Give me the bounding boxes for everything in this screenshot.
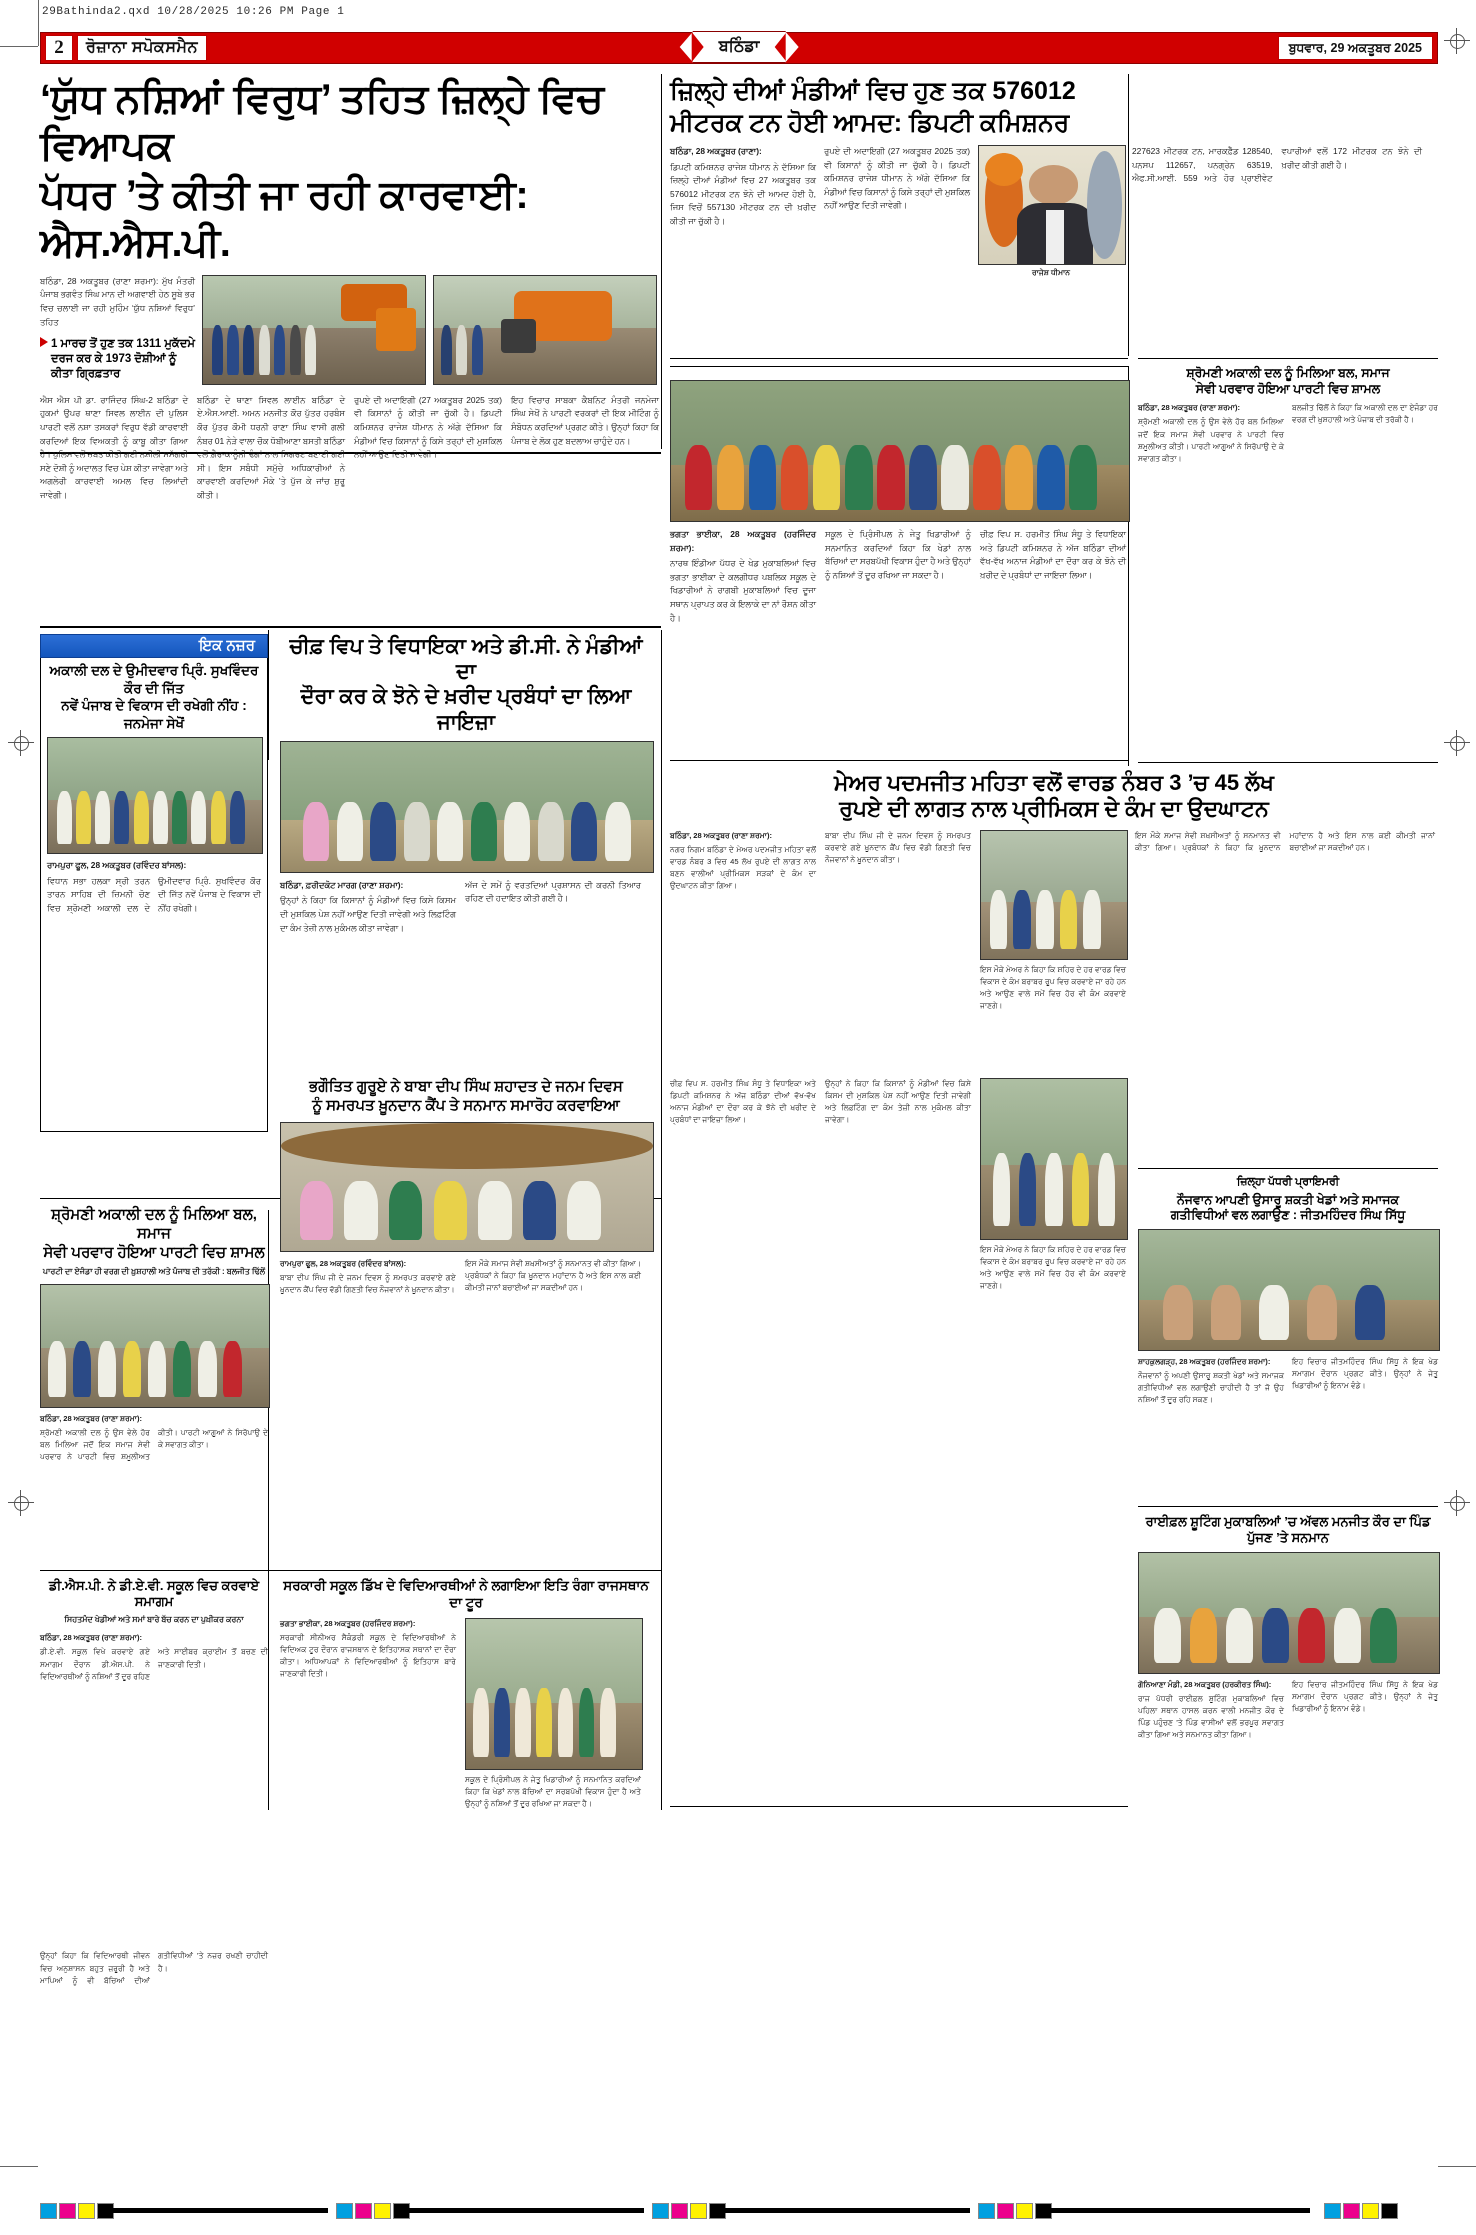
lead-body-col-1: ਐਸ ਐਸ ਪੀ ਡਾ. ਰਾਜਿੰਦਰ ਸਿੰਘ-2 ਬਠਿੰਡਾ ਦੇ ਹੁਕਮਾਂ ਉਪਰ ਥਾਣਾ ਸਿਵਲ ਲਾਈਨ ਦੀ ਪੁਲਿਸ ਪਾਰਟੀ ਵਲੋਂ ਨਸ਼ਾ ਤਸਕਰਾਂ ਵਿਰੁਧ ਵੱਡੀ ਕਾਰਵਾਈ ਕਰਦਿਆਂ ਇਕ ਵਿਅਕਤੀ ਨੂੰ ਕਾਬੂ ਕੀਤਾ ਗਿਆ ਹੈ। ਪੁਲਿਸ ਵਲੋਂ ਜ਼ਬਤ ਕੀਤੀ ਗਈ ਨਸ਼ੀਲੀ ਸਮੱਗਰੀ ਸਣੇ ਦੋਸ਼ੀ ਨੂੰ ਅਦਾਲਤ ਵਿਚ ਪੇਸ਼ ਕੀਤਾ ਜਾਵੇਗਾ ਅਤੇ ਅਗਲੇਰੀ ਕਾਰਵਾਈ ਅਮਲ ਵਿਚ ਲਿਆਂਦੀ ਜਾਵੇਗੀ। (40, 394, 188, 501)
shooting-head: ਰਾਈਫ਼ਲ ਸ਼ੂਟਿੰਗ ਮੁਕਾਬਲਿਆਂ ’ਚ ਅੱਵਲ ਮਨਜੀਤ ਕੌਰ ਦਾ ਪਿੰਡ ਪੁੱਜਣ ’ਤੇ ਸਨਮਾਨ (1145, 1514, 1431, 1546)
swatch-yellow (78, 2203, 95, 2219)
hrule-mayor-top (1138, 762, 1438, 763)
right-rail-body-2: ਬਲਜੀਤ ਢਿੱਲੋਂ ਨੇ ਕਿਹਾ ਕਿ ਅਕਾਲੀ ਦਲ ਦਾ ਏਜੰਡਾ ਹਰ ਵਰਗ ਦੀ ਖ਼ੁਸ਼ਹਾਲੀ ਅਤੇ ਪੰਜਾਬ ਦੀ ਤਰੱਕੀ ਹੈ। (1292, 403, 1438, 425)
mandi-follow-col-1: ਚੀਫ਼ ਵਿਪ ਸ. ਹਰਮੀਤ ਸਿੰਘ ਸੰਧੂ ਤੇ ਵਿਧਾਇਕਾ ਅਤੇ ਡਿਪਟੀ ਕਮਿਸ਼ਨਰ ਨੇ ਅੱਜ ਬਠਿੰਡਾ ਦੀਆਂ ਵੱਖ-ਵੱਖ ਅਨਾਜ ਮੰਡੀਆਂ ਦਾ ਦੌਰਾ ਕਰ ਕੇ ਝੋਨੇ ਦੀ ਖ਼ਰੀਦ ਦੇ ਪ੍ਰਬੰਧਾਂ ਦਾ ਜਾਇਜ਼ਾ ਲਿਆ। (670, 1079, 816, 1125)
hrule-whip-bottom (670, 1806, 1128, 1807)
shooting-body-col-2: ਇਹ ਵਿਚਾਰ ਜੀਤਮਹਿੰਦਰ ਸਿੰਘ ਸਿੱਧੂ ਨੇ ਇਕ ਖੇਡ ਸਮਾਗਮ ਦੌਰਾਨ ਪ੍ਰਗਟ ਕੀਤੇ। ਉਨ੍ਹਾਂ ਨੇ ਜੇਤੂ ਖਿਡਾਰੀਆਂ ਨੂੰ ਇਨਾਮ ਵੰਡੇ। (1292, 1679, 1438, 1713)
swatch-cyan (978, 2203, 995, 2219)
lead-body-col-4: ਇਹ ਵਿਚਾਰ ਸਾਬਕਾ ਕੈਬਨਿਟ ਮੰਤਰੀ ਜਨਮੇਜਾ ਸਿੰਘ ਸੇਖੋਂ ਨੇ ਪਾਰਟੀ ਵਰਕਰਾਂ ਦੀ ਇਕ ਮੀਟਿੰਗ ਨੂੰ ਸੰਬੋਧਨ ਕਰਦਿਆਂ ਪ੍ਰਗਟ ਕੀਤੇ। ਉਨ੍ਹਾਂ ਕਿਹਾ ਕਿ ਪੰਜਾਬ ਦੇ ਲੋਕ ਹੁਣ ਬਦਲਾਅ ਚਾਹੁੰਦੇ ਹਨ। (511, 394, 659, 446)
shahadat-body-col-1: ਬਾਬਾ ਦੀਪ ਸਿੰਘ ਜੀ ਦੇ ਜਨਮ ਦਿਵਸ ਨੂੰ ਸਮਰਪਤ ਕਰਵਾਏ ਗਏ ਖ਼ੂਨਦਾਨ ਕੈਂਪ ਵਿਚ ਵੱਡੀ ਗਿਣਤੀ ਵਿਚ ਨੌਜਵਾਨਾਂ ਨੇ ਖ਼ੂਨਦਾਨ ਕੀਤਾ। (280, 1272, 456, 1294)
mandi-follow-col-2: ਉਨ੍ਹਾਂ ਨੇ ਕਿਹਾ ਕਿ ਕਿਸਾਨਾਂ ਨੂੰ ਮੰਡੀਆਂ ਵਿਚ ਕਿਸੇ ਕਿਸਮ ਦੀ ਮੁਸ਼ਕਿਲ ਪੇਸ਼ ਨਹੀਂ ਆਉਣ ਦਿਤੀ ਜਾਵੇਗੀ ਅਤੇ ਲਿਫ਼ਟਿੰਗ ਦਾ ਕੰਮ ਤੇਜ਼ੀ ਨਾਲ ਮੁਕੰਮਲ ਕੀਤਾ ਜਾਵੇਗਾ। (825, 1079, 971, 1125)
swatch-yellow (1016, 2203, 1033, 2219)
registration-mark-right-low (1444, 1490, 1470, 1516)
column-rule-1 (661, 74, 662, 449)
trim-line-bottom-left (0, 2166, 38, 2167)
swatch-yellow (374, 2203, 391, 2219)
mayor-body-col-3: ਇਸ ਮੌਕੇ ਮੇਅਰ ਨੇ ਕਿਹਾ ਕਿ ਸ਼ਹਿਰ ਦੇ ਹਰ ਵਾਰਡ ਵਿਚ ਵਿਕਾਸ ਦੇ ਕੰਮ ਬਰਾਬਰ ਰੂਪ ਵਿਚ ਕਰਵਾਏ ਜਾ ਰਹੇ ਹਨ ਅਤੇ ਆਉਣ ਵਾਲੇ ਸਮੇਂ ਵਿਚ ਹੋਰ ਵੀ ਕੰਮ ਕਰਵਾਏ ਜਾਣਗੇ। (980, 964, 1126, 1011)
trim-line-top-left (0, 46, 38, 47)
colorbar-group-4 (978, 2203, 1054, 2217)
market-body-col-2: ਰੁਪਏ ਦੀ ਅਦਾਇਗੀ (27 ਅਕਤੂਬਰ 2025 ਤਕ) ਵੀ ਕਿਸਾਨਾਂ ਨੂੰ ਕੀਤੀ ਜਾ ਚੁੱਕੀ ਹੈ। ਡਿਪਟੀ ਕਮਿਸ਼ਨਰ ਰਾਜੇਸ਼ ਧੀਮਾਨ ਨੇ ਅੱਗੇ ਦੱਸਿਆ ਕਿ ਮੰਡੀਆਂ ਵਿਚ ਕਿਸਾਨਾਂ ਨੂੰ ਕਿਸੇ ਤਰ੍ਹਾਂ ਦੀ ਮੁਸ਼ਕਿਲ ਨਹੀਂ ਆਉਣ ਦਿਤੀ ਜਾਵੇਗੀ। (824, 146, 970, 211)
mayor-body-col-4: ਇਸ ਮੌਕੇ ਸਮਾਜ ਸੇਵੀ ਸ਼ਖ਼ਸੀਅਤਾਂ ਨੂੰ ਸਨਮਾਨਤ ਵੀ ਕੀਤਾ ਗਿਆ। ਪ੍ਰਬੰਧਕਾਂ ਨੇ ਕਿਹਾ ਕਿ ਖ਼ੂਨਦਾਨ ਮਹਾਂਦਾਨ ਹੈ ਅਤੇ ਇਸ ਨਾਲ ਕਈ ਕੀਮਤੀ ਜਾਨਾਂ ਬਚਾਈਆਂ ਜਾ ਸਕਦੀਆਂ ਹਨ। (1135, 830, 1435, 852)
sikh-shahadat-story (280, 1078, 652, 1296)
youth-head-2: ਗਤੀਵਿਧੀਆਂ ਵਲ ਲਗਾਉਣ : ਜੀਤਮਹਿੰਦਰ ਸਿੰਘ ਸਿੱਧੂ (1170, 1208, 1406, 1223)
market-body-col-3: 227623 ਮੀਟਰਕ ਟਨ, ਮਾਰਕਫ਼ੈੱਡ 128540, ਪਨਸਪ 112657, ਪਨਗ੍ਰੇਨ 63519, ਐਫ.ਸੀ.ਆਈ. 559 ਅਤੇ ਹੋਰ ਪ੍ਰਾਈਵੇਟ ਵਪਾਰੀਆਂ ਵਲੋਂ 172 ਮੀਟਰਕ ਟਨ ਝੋਨੇ ਦੀ ਖ਼ਰੀਦ ਕੀਤੀ ਗਈ ਹੈ। (1132, 146, 1422, 184)
swatch-cyan (652, 2203, 669, 2219)
market-body-col-1: ਡਿਪਟੀ ਕਮਿਸ਼ਨਰ ਰਾਜੇਸ਼ ਧੀਮਾਨ ਨੇ ਦੱਸਿਆ ਕਿ ਜ਼ਿਲ੍ਹੇ ਦੀਆਂ ਮੰਡੀਆਂ ਵਿਚ 27 ਅਕਤੂਬਰ ਤਕ 576012 ਮੀਟਰਕ ਟਨ ਝੋਨੇ ਦੀ ਆਮਦ ਹੋਈ ਹੈ, ਜਿਸ ਵਿਚੋਂ 557130 ਮੀਟਰਕ ਟਨ ਦੀ ਖ਼ਰੀਦ ਕੀਤੀ ਜਾ ਚੁੱਕੀ ਹੈ। (670, 161, 816, 227)
right-rail-head-2: ਸੇਵੀ ਪਰਵਾਰ ਹੋਇਆ ਪਾਰਟੀ ਵਿਚ ਸ਼ਾਮਲ (1195, 381, 1381, 396)
shahadat-ceremony-photo (280, 1122, 654, 1252)
mandi-follow-story (670, 1078, 1128, 1798)
kabaddi-body-col-3: ਚੀਫ਼ ਵਿਪ ਸ. ਹਰਮੀਤ ਸਿੰਘ ਸੰਧੂ ਤੇ ਵਿਧਾਇਕਾ ਅਤੇ ਡਿਪਟੀ ਕਮਿਸ਼ਨਰ ਨੇ ਅੱਜ ਬਠਿੰਡਾ ਦੀਆਂ ਵੱਖ-ਵੱਖ ਅਨਾਜ ਮੰਡੀਆਂ ਦਾ ਦੌਰਾ ਕਰ ਕੇ ਝੋਨੇ ਦੀ ਖ਼ਰੀਦ ਦੇ ਪ੍ਰਬੰਧਾਂ ਦਾ ਜਾਇਜ਼ਾ ਲਿਆ। (980, 529, 1126, 580)
kabaddi-group-photo (670, 380, 1130, 522)
youth-dateline: ਸ਼ਾਹਕੁਲਗੜ੍ਹ, 28 ਅਕਤੂਬਰ (ਹਰਜਿੰਦਰ ਸ਼ਰਮਾ): (1138, 1357, 1271, 1366)
youth-head-1: ਨੌਜਵਾਨ ਆਪਣੀ ਉਸਾਰੂ ਸ਼ਕਤੀ ਖੇਡਾਂ ਅਤੇ ਸਮਾਜਕ (1176, 1192, 1400, 1207)
akali-body: ਵਿਧਾਨ ਸਭਾ ਹਲਕਾ ਸ੍ਰੀ ਤਰਨ ਤਾਰਨ ਸਾਹਿਬ ਦੀ ਜ਼ਿਮਨੀ ਚੋਣ ਵਿਚ ਸ਼੍ਰੋਮਣੀ ਅਕਾਲੀ ਦਲ ਦੇ ਉਮੀਦਵਾਰ ਪ੍ਰਿੰ. ਸੁਖਵਿੰਦਰ ਕੌਰ ਦੀ ਜਿੱਤ ਨਵੇਂ ਪੰਜਾਬ ਦੇ ਵਿਕਾਸ ਦੀ ਨੀਂਹ ਰਖੇਗੀ। (47, 875, 261, 914)
colorbar-rule-3 (724, 2208, 970, 2213)
mayor-body-col-2: ਬਾਬਾ ਦੀਪ ਸਿੰਘ ਜੀ ਦੇ ਜਨਮ ਦਿਵਸ ਨੂੰ ਸਮਰਪਤ ਕਰਵਾਏ ਗਏ ਖ਼ੂਨਦਾਨ ਕੈਂਪ ਵਿਚ ਵੱਡੀ ਗਿਣਤੀ ਵਿਚ ਨੌਜਵਾਨਾਂ ਨੇ ਖ਼ੂਨਦਾਨ ਕੀਤਾ। (825, 830, 971, 865)
right-rail-body-1: ਸ਼੍ਰੋਮਣੀ ਅਕਾਲੀ ਦਲ ਨੂੰ ਉਸ ਵੇਲੇ ਹੋਰ ਬਲ ਮਿਲਿਆ ਜਦੋਂ ਇਕ ਸਮਾਜ ਸੇਵੀ ਪਰਵਾਰ ਨੇ ਪਾਰਟੀ ਵਿਚ ਸ਼ਮੂਲੀਅਤ ਕੀਤੀ। ਪਾਰਟੀ ਆਗੂਆਂ ਨੇ ਸਿਰੋਪਾਉ ਦੇ ਕੇ ਸਵਾਗਤ ਕੀਤਾ। (1138, 417, 1284, 463)
colorbar-group-2 (336, 2203, 412, 2217)
colorbar-group-3 (652, 2203, 728, 2217)
youth-body-col-2: ਇਹ ਵਿਚਾਰ ਜੀਤਮਹਿੰਦਰ ਸਿੰਘ ਸਿੱਧੂ ਨੇ ਇਕ ਖੇਡ ਸਮਾਗਮ ਦੌਰਾਨ ਪ੍ਰਗਟ ਕੀਤੇ। ਉਨ੍ਹਾਂ ਨੇ ਜੇਤੂ ਖਿਡਾਰੀਆਂ ਨੂੰ ਇਨਾਮ ਵੰਡੇ। (1292, 1357, 1438, 1391)
shooting-dateline: ਗੋਨਿਆਣਾ ਮੰਡੀ, 28 ਅਕਤੂਬਰ (ਹਰਕੀਰਤ ਸਿੰਘ): (1138, 1679, 1272, 1689)
registration-mark-left-mid (8, 730, 34, 756)
hrule-kabaddi-top (670, 366, 1128, 367)
school-head-1: ਸਰਕਾਰੀ ਸਕੂਲ ਡਿੱਖ ਦੇ ਵਿਦਿਆਰਥੀਆਂ ਨੇ ਲਗਾਇਆ ਇਤਿ ਰੰਗਾ ਰਾਜਸਥਾਨ ਦਾ ਟੂਰ (283, 1578, 649, 1610)
print-slug: 29Bathinda2.qxd 10/28/2025 10:26 PM Page 1 (42, 6, 345, 18)
hrule-youth-top (1138, 1168, 1438, 1169)
shahadat-dateline: ਰਾਮਪੁਰਾ ਫੂਲ, 28 ਅਕਤੂਬਰ (ਰਵਿੰਦਰ ਬਾਂਸਲ): (280, 1258, 407, 1268)
swatch-magenta (997, 2203, 1014, 2219)
ik-nazar-label: ਇਕ ਨਜ਼ਰ (40, 634, 268, 658)
mayor-inauguration-photo (980, 830, 1128, 960)
kabaddi-story (670, 374, 1128, 625)
page-content (40, 70, 1438, 2164)
lead-headline-line1: ‘ਯੁੱਧ ਨਸ਼ਿਆਂ ਵਿਰੁਧ’ ਤਹਿਤ ਜ਼ਿਲ੍ਹੇ ਵਿਚ ਵਿਆਪਕ (40, 77, 604, 169)
akali-social-subhead: ਪਾਰਟੀ ਦਾ ਏਜੰਡਾ ਹੀ ਵਰਗ ਦੀ ਖ਼ੁਸ਼ਹਾਲੀ ਅਤੇ ਪੰਜਾਬ ਦੀ ਤਰੱਕੀ : ਬਲਜੀਤ ਢਿੱਲੋਂ (42, 1267, 266, 1277)
colorbar-group-1 (40, 2203, 116, 2217)
whip-body-col-2: ਅੱਜ ਦੇ ਸਮੇਂ ਨੂੰ ਵਰਤਦਿਆਂ ਪ੍ਰਸ਼ਾਸਨ ਦੀ ਕਰਨੀ ਤਿਆਰ ਰਹਿਣ ਦੀ ਹਦਾਇਤ ਕੀਤੀ ਗਈ ਹੈ। (465, 879, 641, 904)
sarkari-school-story (280, 1578, 652, 1872)
hrule-shooting-top (1138, 1506, 1438, 1507)
akali-head-line1: ਅਕਾਲੀ ਦਲ ਦੇ ਉਮੀਦਵਾਰ ਪ੍ਰਿੰ. ਸੁਖਵਿੰਦਰ ਕੌਰ ਦੀ ਜਿੱਤ (49, 663, 259, 696)
right-rail-head-1: ਸ਼੍ਰੋਮਣੀ ਅਕਾਲੀ ਦਲ ਨੂੰ ਮਿਲਿਆ ਬਲ, ਸਮਾਜ (1186, 366, 1390, 380)
whip-mandi-photo (280, 741, 654, 873)
akali-social-head-2: ਸੇਵੀ ਪਰਵਾਰ ਹੋਇਆ ਪਾਰਟੀ ਵਿਚ ਸ਼ਾਮਲ (43, 1243, 265, 1261)
lead-headline-line2: ਪੱਧਰ ’ਤੇ ਕੀਤੀ ਜਾ ਰਹੀ ਕਾਰਵਾਈ: ਐਸ.ਐਸ.ਪੀ. (40, 173, 529, 265)
whip-head-line2: ਦੌਰਾ ਕਰ ਕੇ ਝੋਨੇ ਦੇ ਖ਼ਰੀਦ ਪ੍ਰਬੰਧਾਂ ਦਾ ਲਿਆ ਜਾਇਜ਼ਾ (300, 685, 632, 734)
masthead (40, 32, 1438, 64)
chief-whip-story (280, 634, 652, 935)
akali-social-head-1: ਸ਼੍ਰੋਮਣੀ ਅਕਾਲੀ ਦਲ ਨੂੰ ਮਿਲਿਆ ਬਲ, ਸਮਾਜ (51, 1206, 257, 1242)
shahadat-body-col-2: ਇਸ ਮੌਕੇ ਸਮਾਜ ਸੇਵੀ ਸ਼ਖ਼ਸੀਅਤਾਂ ਨੂੰ ਸਨਮਾਨਤ ਵੀ ਕੀਤਾ ਗਿਆ। ਪ੍ਰਬੰਧਕਾਂ ਨੇ ਕਿਹਾ ਕਿ ਖ਼ੂਨਦਾਨ ਮਹਾਂਦਾਨ ਹੈ ਅਤੇ ਇਸ ਨਾਲ ਕਈ ਕੀਮਤੀ ਜਾਨਾਂ ਬਚਾਈਆਂ ਜਾ ਸਕਦੀਆਂ ਹਨ। (465, 1258, 641, 1292)
column-rule-3 (661, 630, 662, 1810)
lead-photo-right (433, 275, 657, 385)
registration-mark-left-low (8, 1490, 34, 1516)
swatch-cyan (1324, 2203, 1341, 2219)
hrule-kabaddi-bottom (670, 760, 1128, 761)
swatch-magenta (355, 2203, 372, 2219)
registration-mark-right-mid (1444, 730, 1470, 756)
dsp-head-1: ਡੀ.ਐਸ.ਪੀ. ਨੇ ਡੀ.ਏ.ਵੀ. ਸਕੂਲ ਵਿਚ ਕਰਵਾਏ ਸਮਾਗਮ (48, 1578, 260, 1610)
akali-social-photo (40, 1284, 270, 1408)
akali-social-dateline: ਬਠਿੰਡਾ, 28 ਅਕਤੂਬਰ (ਰਾਣਾ ਸ਼ਰਮਾ): (40, 1414, 143, 1424)
mandi-follow-col-3: ਇਸ ਮੌਕੇ ਮੇਅਰ ਨੇ ਕਿਹਾ ਕਿ ਸ਼ਹਿਰ ਦੇ ਹਰ ਵਾਰਡ ਵਿਚ ਵਿਕਾਸ ਦੇ ਕੰਮ ਬਰਾਬਰ ਰੂਪ ਵਿਚ ਕਰਵਾਏ ਜਾ ਰਹੇ ਹਨ ਅਤੇ ਆਉਣ ਵਾਲੇ ਸਮੇਂ ਵਿਚ ਹੋਰ ਵੀ ਕੰਮ ਕਰਵਾਏ ਜਾਣਗੇ। (980, 1245, 1126, 1291)
shahadat-head-line2: ਨੂੰ ਸਮਰਪਤ ਖ਼ੂਨਦਾਨ ਕੈਂਪ ਤੇ ਸਨਮਾਨ ਸਮਾਰੋਹ ਕਰਵਾਇਆ (312, 1096, 620, 1114)
shooting-honour-photo (1138, 1552, 1440, 1674)
hrule-market-bottom (670, 358, 1128, 359)
colorbar-group-5 (1324, 2203, 1400, 2217)
akali-dateline: ਰਾਮਪੁਰਾ ਫੂਲ, 28 ਅਕਤੂਬਰ (ਰਵਿੰਦਰ ਬਾਂਸਲ): (47, 860, 187, 871)
hrule-right-col-a (1138, 358, 1438, 359)
youth-story (1138, 1176, 1438, 1407)
mayor-body-col-1: ਨਗਰ ਨਿਗਮ ਬਠਿੰਡਾ ਦੇ ਮੇਅਰ ਪਦਮਜੀਤ ਮਹਿਤਾ ਵਲੋਂ ਵਾਰਡ ਨੰਬਰ 3 ਵਿਚ 45 ਲੱਖ ਰੁਪਏ ਦੀ ਲਾਗਤ ਨਾਲ ਬਣਨ ਵਾਲੀਆਂ ਪ੍ਰੀਮਿਕਸ ਸੜਕਾਂ ਦੇ ਕੰਮ ਦਾ ਉਦਘਾਟਨ ਕੀਤਾ ਗਿਆ। (670, 844, 816, 891)
mayor-story (670, 770, 1438, 1012)
lead-body-col-3: ਰੁਪਏ ਦੀ ਅਦਾਇਗੀ (27 ਅਕਤੂਬਰ 2025 ਤਕ) ਵੀ ਕਿਸਾਨਾਂ ਨੂੰ ਕੀਤੀ ਜਾ ਚੁੱਕੀ ਹੈ। ਡਿਪਟੀ ਕਮਿਸ਼ਨਰ ਰਾਜੇਸ਼ ਧੀਮਾਨ ਨੇ ਅੱਗੇ ਦੱਸਿਆ ਕਿ ਮੰਡੀਆਂ ਵਿਚ ਕਿਸਾਨਾਂ ਨੂੰ ਕਿਸੇ ਤਰ੍ਹਾਂ ਦੀ ਮੁਸ਼ਕਿਲ ਨਹੀਂ ਆਉਣ ਦਿਤੀ ਜਾਵੇਗੀ। (354, 394, 502, 460)
swatch-black (1381, 2203, 1398, 2219)
lead-kicker: 1 ਮਾਰਚ ਤੋਂ ਹੁਣ ਤਕ 1311 ਮੁਕੱਦਮੇ ਦਰਜ ਕਰ ਕੇ 1973 ਦੋਸ਼ੀਆਂ ਨੂੰ ਕੀਤਾ ਗ੍ਰਿਫ਼ਤਾਰ (51, 338, 195, 381)
swatch-magenta (1343, 2203, 1360, 2219)
youth-body-col-1: ਨੌਜਵਾਨਾਂ ਨੂੰ ਅਪਣੀ ਉਸਾਰੂ ਸ਼ਕਤੀ ਖੇਡਾਂ ਅਤੇ ਸਮਾਜਕ ਗਤੀਵਿਧੀਆਂ ਵਲ ਲਗਾਉਣੀ ਚਾਹੀਦੀ ਹੈ ਤਾਂ ਜੋ ਉਹ ਨਸ਼ਿਆਂ ਤੋਂ ਦੂਰ ਰਹਿ ਸਕਣ। (1138, 1371, 1284, 1405)
newspaper-page (40, 32, 1438, 2162)
kabaddi-body-col-2: ਸਕੂਲ ਦੇ ਪ੍ਰਿੰਸੀਪਲ ਨੇ ਜੇਤੂ ਖਿਡਾਰੀਆਂ ਨੂੰ ਸਨਮਾਨਿਤ ਕਰਦਿਆਂ ਕਿਹਾ ਕਿ ਖੇਡਾਂ ਨਾਲ ਬੱਚਿਆਂ ਦਾ ਸਰਬਪੱਖੀ ਵਿਕਾਸ ਹੁੰਦਾ ਹੈ ਅਤੇ ਉਨ੍ਹਾਂ ਨੂੰ ਨਸ਼ਿਆਂ ਤੋਂ ਦੂਰ ਰਖਿਆ ਜਾ ਸਕਦਾ ਹੈ। (825, 529, 971, 580)
youth-section-label: ਜ਼ਿਲ੍ਹਾ ਪੱਧਰੀ ਪ੍ਰਾਇਮਰੀ (1236, 1176, 1340, 1188)
dc-portrait-photo (978, 145, 1126, 265)
whip-body-col-1: ਉਨ੍ਹਾਂ ਨੇ ਕਿਹਾ ਕਿ ਕਿਸਾਨਾਂ ਨੂੰ ਮੰਡੀਆਂ ਵਿਚ ਕਿਸੇ ਕਿਸਮ ਦੀ ਮੁਸ਼ਕਿਲ ਪੇਸ਼ ਨਹੀਂ ਆਉਣ ਦਿਤੀ ਜਾਵੇਗੀ ਅਤੇ ਲਿਫ਼ਟਿੰਗ ਦਾ ਕੰਮ ਤੇਜ਼ੀ ਨਾਲ ਮੁਕੰਮਲ ਕੀਤਾ ਜਾਵੇਗਾ। (280, 895, 456, 933)
trim-line-bottom-right (1438, 2166, 1476, 2167)
swatch-cyan (40, 2203, 57, 2219)
bullet-triangle-icon (40, 337, 48, 347)
akali-group-photo (47, 737, 263, 854)
colorbar-rule-4 (1050, 2208, 1310, 2213)
swatch-yellow (1362, 2203, 1379, 2219)
youth-sports-photo (1138, 1229, 1440, 1351)
dsp-dateline: ਬਠਿੰਡਾ, 28 ਅਕਤੂਬਰ (ਰਾਣਾ ਸ਼ਰਮਾ): (40, 1633, 143, 1643)
colorbar-rule-2 (408, 2208, 644, 2213)
swatch-magenta (671, 2203, 688, 2219)
school-body-col-2: ਸਕੂਲ ਦੇ ਪ੍ਰਿੰਸੀਪਲ ਨੇ ਜੇਤੂ ਖਿਡਾਰੀਆਂ ਨੂੰ ਸਨਮਾਨਿਤ ਕਰਦਿਆਂ ਕਿਹਾ ਕਿ ਖੇਡਾਂ ਨਾਲ ਬੱਚਿਆਂ ਦਾ ਸਰਬਪੱਖੀ ਵਿਕਾਸ ਹੁੰਦਾ ਹੈ ਅਤੇ ਉਨ੍ਹਾਂ ਨੂੰ ਨਸ਼ਿਆਂ ਤੋਂ ਦੂਰ ਰਖਿਆ ਜਾ ਸਕਦਾ ਹੈ। (465, 1774, 641, 1809)
issue-date: ਬੁਧਵਾਰ, 29 ਅਕਤੂਬਰ 2025 (1278, 36, 1433, 60)
school-dateline: ਭਗਤਾ ਭਾਈਕਾ, 28 ਅਕਤੂਬਰ (ਹਰਜਿੰਦਰ ਸ਼ਰਮਾ): (280, 1618, 416, 1628)
page-folio-number: 2 (45, 35, 73, 61)
swatch-cyan (336, 2203, 353, 2219)
market-dateline: ਬਠਿੰਡਾ, 28 ਅਕਤੂਬਰ (ਰਾਣਾ): (670, 146, 762, 156)
right-rail-story-top (1138, 366, 1438, 465)
mandi-follow-photo (980, 1078, 1128, 1240)
lead-photo-left (202, 275, 426, 385)
dsp-story (40, 1578, 268, 2150)
market-headline-line1: ਜ਼ਿਲ੍ਹੇ ਦੀਆਂ ਮੰਡੀਆਂ ਵਿਚ ਹੁਣ ਤਕ 576012 (670, 77, 1076, 105)
color-registration-bars (40, 2203, 1438, 2217)
hrule-mid-section (40, 626, 661, 628)
akali-head-line2: ਨਵੇਂ ਪੰਜਾਬ ਦੇ ਵਿਕਾਸ ਦੀ ਰਖੇਗੀ ਨੀਂਹ : ਜਨਮੇਜਾ ਸੇਖੋਂ (61, 698, 247, 731)
right-rail-dateline: ਬਠਿੰਡਾ, 28 ਅਕਤੂਬਰ (ਰਾਣਾ ਸ਼ਰਮਾ): (1138, 403, 1241, 413)
shooting-story (1138, 1514, 1438, 1741)
lead-body-col-2: ਬਠਿੰਡਾ ਦੇ ਥਾਣਾ ਸਿਵਲ ਲਾਈਨ ਬਠਿੰਡਾ ਦੇ ਏ.ਐਸ.ਆਈ. ਅਮਨ ਮਨਜੀਤ ਕੌਰ ਪੁੱਤਰ ਹਰਬੰਸ ਕੌਰ ਪੁੱਤਰ ਕੌਮੀ ਧਰਨੀ ਰਾਣਾ ਸਿੰਘ ਵਾਸੀ ਗਲੀ ਨੰਬਰ 01 ਨੇੜੇ ਵਾਲਾ ਚੌਕ ਧੋਬੀਆਣਾ ਬਸਤੀ ਬਠਿੰਡਾ ਵਲੋਂ ਗ਼ੈਰ-ਕਾਨੂੰਨੀ ਢੰਗਾਂ ਨਾਲ ਸਿਗਰਟ ਬਣਾਈ ਗਈ ਸੀ। ਇਸ ਸਬੰਧੀ ਸਮੁੱਚੇ ਅਧਿਕਾਰੀਆਂ ਨੇ ਕਾਰਵਾਈ ਕਰਦਿਆਂ ਮੌਕੇ ’ਤੇ ਪੁੱਜ ਕੇ ਜਾਂਚ ਸ਼ੁਰੂ ਕੀਤੀ। (197, 394, 345, 501)
school-tour-photo (465, 1618, 643, 1770)
trim-line-top-left-v (38, 0, 39, 46)
mayor-head-line2: ਰੁਪਏ ਦੀ ਲਾਗਤ ਨਾਲ ਪ੍ਰੀਮਿਕਸ ਦੇ ਕੰਮ ਦਾ ਉਦਘਾਟਨ (839, 796, 1269, 822)
paper-name: ਰੋਜ਼ਾਨਾ ਸਪੋਕਸਮੈਨ (77, 35, 207, 61)
lead-dateline: ਬਠਿੰਡਾ, 28 ਅਕਤੂਬਰ (ਰਾਣਾ ਸ਼ਰਮਾ): ਮੁੱਖ ਮੰਤਰੀ ਪੰਜਾਬ ਭਗਵੰਤ ਸਿੰਘ ਮਾਨ ਦੀ ਅਗਵਾਈ ਹੇਠ ਸੂਬੇ ਭਰ ਵਿਚ ਚਲਾਈ ਜਾ ਰਹੀ ਮੁਹਿੰਮ ‘ਯੁੱਧ ਨਸ਼ਿਆਂ ਵਿਰੁਧ’ ਤਹਿਤ (40, 275, 195, 327)
registration-mark-top-right (1444, 28, 1470, 54)
mayor-dateline: ਬਠਿੰਡਾ, 28 ਅਕਤੂਬਰ (ਰਾਣਾ ਸ਼ਰਮਾ): (670, 830, 773, 840)
swatch-magenta (59, 2203, 76, 2219)
ik-nazar-box (40, 634, 268, 1132)
kabaddi-body-col-1: ਨਾਰਥ ਇੰਡੀਆ ਪੱਧਰ ਦੇ ਖੇਡ ਮੁਕਾਬਲਿਆਂ ਵਿਚ ਭਗਤਾ ਭਾਈਕਾ ਦੇ ਕਲਗੀਧਰ ਪਬਲਿਕ ਸਕੂਲ ਦੇ ਖਿਡਾਰੀਆਂ ਨੇ ਰਾਗਬੀ ਮੁਕਾਬਲਿਆਂ ਵਿਚ ਦੂਜਾ ਸਥਾਨ ਪ੍ਰਾਪਤ ਕਰ ਕੇ ਇਲਾਕੇ ਦਾ ਨਾਂ ਰੌਸ਼ਨ ਕੀਤਾ ਹੈ। (670, 558, 816, 623)
whip-head-line1: ਚੀਫ਼ ਵਿਪ ਤੇ ਵਿਧਾਇਕਾ ਅਤੇ ਡੀ.ਸੀ. ਨੇ ਮੰਡੀਆਂ ਦਾ (289, 635, 643, 684)
market-story (670, 76, 1438, 278)
dsp-body-2: ਉਨ੍ਹਾਂ ਕਿਹਾ ਕਿ ਵਿਦਿਆਰਥੀ ਜੀਵਨ ਵਿਚ ਅਨੁਸ਼ਾਸਨ ਬਹੁਤ ਜ਼ਰੂਰੀ ਹੈ ਅਤੇ ਮਾਪਿਆਂ ਨੂੰ ਵੀ ਬੱਚਿਆਂ ਦੀਆਂ ਗਤੀਵਿਧੀਆਂ ’ਤੇ ਨਜ਼ਰ ਰਖਣੀ ਚਾਹੀਦੀ ਹੈ। (40, 1951, 268, 1985)
dsp-head-2: ਸਿਹਤਮੰਦ ਖੇਡੀਆਂ ਅਤੇ ਸਮਾਂ ਬਾਰੇ ਬੱਚ ਕਰਨ ਦਾ ਪੁਖ਼ੀਕਰ ਕਰਨਾ (64, 1614, 244, 1624)
edition-ribbon (693, 32, 786, 62)
lead-story (40, 76, 661, 503)
market-headline-line2: ਮੀਟਰਕ ਟਨ ਹੋਈ ਆਮਦ: ਡਿਪਟੀ ਕਮਿਸ਼ਨਰ (670, 109, 1070, 137)
dsp-body: ਡੀ.ਏ.ਵੀ. ਸਕੂਲ ਵਿਖੇ ਕਰਵਾਏ ਗਏ ਸਮਾਗਮ ਦੌਰਾਨ ਡੀ.ਐਸ.ਪੀ. ਨੇ ਵਿਦਿਆਰਥੀਆਂ ਨੂੰ ਨਸ਼ਿਆਂ ਤੋਂ ਦੂਰ ਰਹਿਣ ਅਤੇ ਸਾਈਬਰ ਕ੍ਰਾਈਮ ਤੋਂ ਬਚਣ ਦੀ ਜਾਣਕਾਰੀ ਦਿਤੀ। (40, 1647, 268, 1681)
dc-portrait-caption: ਰਾਜੇਸ਼ ਧੀਮਾਨ (1032, 268, 1070, 277)
akali-social-body: ਸ਼੍ਰੋਮਣੀ ਅਕਾਲੀ ਦਲ ਨੂੰ ਉਸ ਵੇਲੇ ਹੋਰ ਬਲ ਮਿਲਿਆ ਜਦੋਂ ਇਕ ਸਮਾਜ ਸੇਵੀ ਪਰਵਾਰ ਨੇ ਪਾਰਟੀ ਵਿਚ ਸ਼ਮੂਲੀਅਤ ਕੀਤੀ। ਪਾਰਟੀ ਆਗੂਆਂ ਨੇ ਸਿਰੋਪਾਉ ਦੇ ਕੇ ਸਵਾਗਤ ਕੀਤਾ। (40, 1428, 268, 1462)
mayor-head-line1: ਮੇਅਰ ਪਦਮਜੀਤ ਮਹਿਤਾ ਵਲੋਂ ਵਾਰਡ ਨੰਬਰ 3 ’ਚ 45 ਲੱਖ (833, 770, 1275, 795)
colorbar-rule-1 (112, 2208, 328, 2213)
shahadat-head-line1: ਭਗੌਤਿਤ ਗੁਰੂਏ ਨੇ ਬਾਬਾ ਦੀਪ ਸਿੰਘ ਸ਼ਹਾਦਤ ਦੇ ਜਨਮ ਦਿਵਸ (309, 1078, 623, 1095)
shooting-body-col-1: ਰਾਜ ਪੱਧਰੀ ਰਾਈਫ਼ਲ ਸ਼ੂਟਿੰਗ ਮੁਕਾਬਲਿਆਂ ਵਿਚ ਪਹਿਲਾ ਸਥਾਨ ਹਾਸਲ ਕਰਨ ਵਾਲੀ ਮਨਜੀਤ ਕੌਰ ਦੇ ਪਿੰਡ ਪਹੁੰਚਣ ’ਤੇ ਪਿੰਡ ਵਾਸੀਆਂ ਵਲੋਂ ਭਰਪੂਰ ਸਵਾਗਤ ਕੀਤਾ ਗਿਆ ਅਤੇ ਸਨਮਾਨਤ ਕੀਤਾ ਗਿਆ। (1138, 1693, 1284, 1740)
school-body-col-1: ਸਰਕਾਰੀ ਸੀਨੀਅਰ ਸੈਕੰਡਰੀ ਸਕੂਲ ਦੇ ਵਿਦਿਆਰਥੀਆਂ ਨੇ ਵਿਦਿਅਕ ਟੂਰ ਦੌਰਾਨ ਰਾਜਸਥਾਨ ਦੇ ਇਤਿਹਾਸਕ ਸਥਾਨਾਂ ਦਾ ਦੌਰਾ ਕੀਤਾ। ਅਧਿਆਪਕਾਂ ਨੇ ਵਿਦਿਆਰਥੀਆਂ ਨੂੰ ਇਤਿਹਾਸ ਬਾਰੇ ਜਾਣਕਾਰੀ ਦਿਤੀ। (280, 1632, 456, 1679)
kabaddi-dateline: ਭਗਤਾ ਭਾਈਕਾ, 28 ਅਕਤੂਬਰ (ਹਰਜਿੰਦਰ ਸ਼ਰਮਾ): (670, 529, 816, 553)
column-rule-2 (268, 630, 269, 760)
whip-dateline: ਬਠਿੰਡਾ, ਫ਼ਰੀਦਕੋਟ ਮਾਰਗ (ਰਾਣਾ ਸ਼ਰਮਾ): (280, 879, 404, 890)
swatch-yellow (690, 2203, 707, 2219)
edition-name: ਬਠਿੰਡਾ (718, 38, 760, 55)
